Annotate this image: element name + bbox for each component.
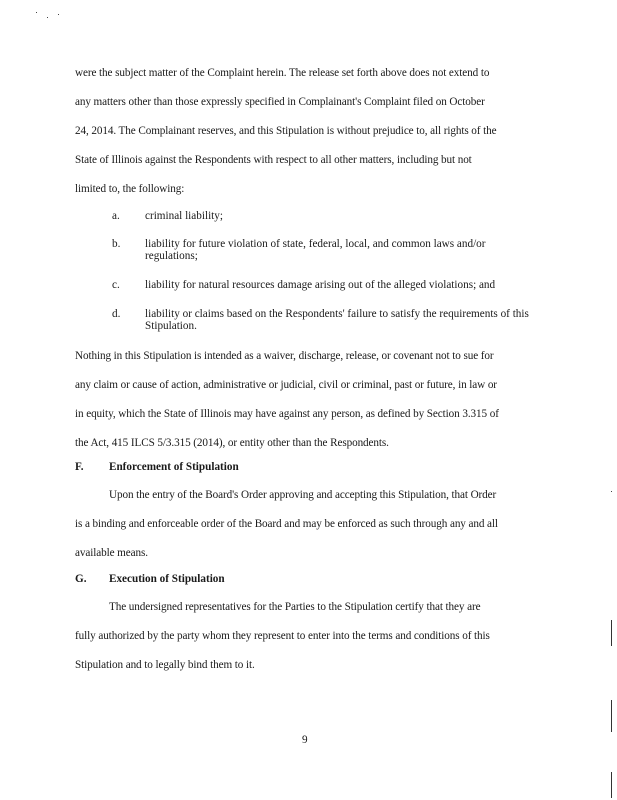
text-line: any matters other than those expressly specified in Complainant's Complaint filed on October (75, 96, 485, 108)
text-line: available means. (75, 547, 148, 559)
scan-speck (47, 17, 48, 18)
list-item-text: criminal liability; (145, 210, 223, 222)
list-marker: a. (112, 210, 120, 222)
section-title: Execution of Stipulation (109, 573, 225, 585)
text-line: 24, 2014. The Complainant reserves, and this Stipulation is without prejudice to, all rights of the (75, 125, 497, 137)
list-item-text: liability for future violation of state, federal, local, and common laws and/or regulations; (145, 238, 486, 262)
scan-edge-mark (611, 620, 612, 646)
text-line: fully authorized by the party whom they represent to enter into the terms and conditions of this (75, 630, 490, 642)
page-number: 9 (302, 734, 308, 746)
text-line: is a binding and enforceable order of the Board and may be enforced as such through any and all (75, 518, 498, 530)
list-marker: d. (112, 308, 121, 320)
text-line: State of Illinois against the Respondents with respect to all other matters, including but not (75, 154, 472, 166)
list-item-text: liability or claims based on the Respondents' failure to satisfy the requirements of this Stipulation. (145, 308, 529, 332)
section-letter: G. (75, 573, 87, 585)
section-letter: F. (75, 461, 84, 473)
scan-speck (36, 12, 37, 13)
list-item-text: liability for natural resources damage arising out of the alleged violations; and (145, 279, 496, 291)
list-marker: b. (112, 238, 121, 250)
text-line: limited to, the following: (75, 183, 185, 195)
text-line: Nothing in this Stipulation is intended as a waiver, discharge, release, or covenant not to sue for (75, 350, 494, 362)
section-title: Enforcement of Stipulation (109, 461, 239, 473)
scan-edge-mark (611, 772, 612, 798)
text-line: any claim or cause of action, administrative or judicial, civil or criminal, past or future, in law or (75, 379, 497, 391)
text-line: the Act, 415 ILCS 5/3.315 (2014), or entity other than the Respondents. (75, 437, 389, 449)
text-line: in equity, which the State of Illinois may have against any person, as defined by Section 3.315 of (75, 408, 499, 420)
list-marker: c. (112, 279, 120, 291)
scan-edge-mark (611, 700, 612, 732)
scan-speck (58, 14, 59, 15)
text-line: The undersigned representatives for the Parties to the Stipulation certify that they are (109, 601, 481, 613)
text-line: Stipulation and to legally bind them to it. (75, 659, 255, 671)
text-line: were the subject matter of the Complaint herein. The release set forth above does not extend to (75, 67, 490, 79)
text-line: Upon the entry of the Board's Order approving and accepting this Stipulation, that Order (109, 489, 497, 501)
scan-speck (611, 491, 612, 492)
